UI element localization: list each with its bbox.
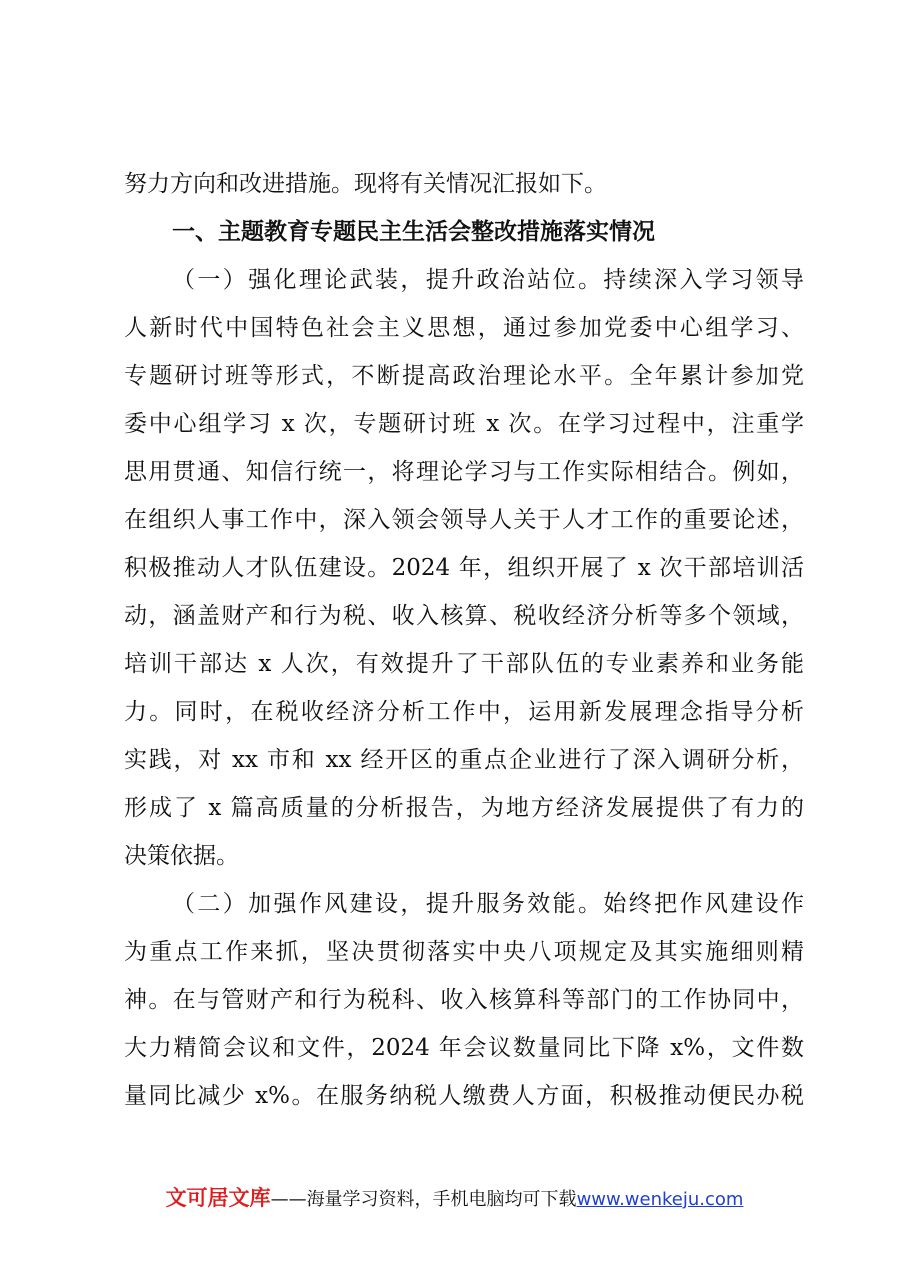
- paragraph-line: 动，涵盖财产和行为税、收入核算、税收经济分析等多个领域，: [124, 603, 804, 629]
- paragraph-line: 思用贯通、知信行统一，将理论学习与工作实际相结合。例如，: [124, 459, 804, 485]
- paragraph-line: 形成了 x 篇高质量的分析报告，为地方经济发展提供了有力的: [124, 795, 804, 821]
- footer-tagline: ——海量学习资料，手机电脑均可下载: [270, 1189, 577, 1210]
- paragraph-line: 积极推动人才队伍建设。2024 年，组织开展了 x 次干部培训活: [124, 555, 804, 581]
- footer-brand: 文可居文库: [165, 1186, 271, 1210]
- paragraph-line: 委中心组学习 x 次，专题研讨班 x 次。在学习过程中，注重学: [124, 411, 804, 437]
- paragraph-line: 力。同时，在税收经济分析工作中，运用新发展理念指导分析: [124, 699, 804, 725]
- paragraph-line: 神。在与管财产和行为税科、收入核算科等部门的工作协同中，: [124, 987, 804, 1013]
- footer-link[interactable]: www.wenkeju.com: [576, 1189, 744, 1210]
- paragraph-line: 决策依据。: [124, 843, 239, 869]
- paragraph-line: （一）强化理论武装，提升政治站位。持续深入学习领导: [172, 267, 804, 293]
- paragraph-line: 在组织人事工作中，深入领会领导人关于人才工作的重要论述，: [124, 507, 804, 533]
- paragraph-line: （二）加强作风建设，提升服务效能。始终把作风建设作: [172, 891, 804, 917]
- section-heading: 一、主题教育专题民主生活会整改措施落实情况: [172, 219, 655, 245]
- paragraph-line: 为重点工作来抓，坚决贯彻落实中央八项规定及其实施细则精: [124, 939, 804, 965]
- footer-banner: [0, 1182, 909, 1212]
- paragraph-line: 大力精简会议和文件，2024 年会议数量同比下降 x%，文件数: [124, 1035, 804, 1061]
- paragraph-line: 专题研讨班等形式，不断提高政治理论水平。全年累计参加党: [124, 363, 804, 389]
- paragraph-line: 培训干部达 x 人次，有效提升了干部队伍的专业素养和业务能: [124, 651, 804, 677]
- paragraph-line: 实践，对 xx 市和 xx 经开区的重点企业进行了深入调研分析，: [124, 747, 804, 773]
- paragraph-line: 努力方向和改进措施。现将有关情况汇报如下。: [124, 171, 607, 197]
- paragraph-line: 人新时代中国特色社会主义思想，通过参加党委中心组学习、: [124, 315, 804, 341]
- paragraph-line: 量同比减少 x%。在服务纳税人缴费人方面，积极推动便民办税: [124, 1083, 804, 1109]
